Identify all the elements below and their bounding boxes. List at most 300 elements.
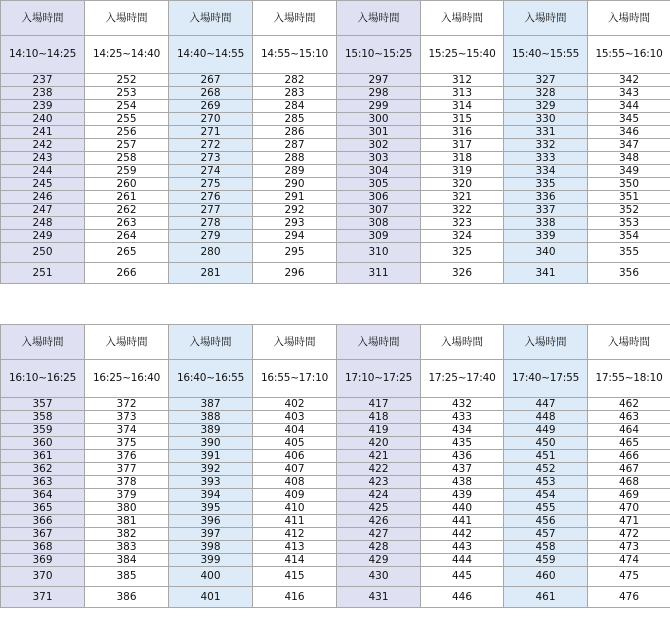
ticket-number-cell: 464 — [588, 424, 670, 437]
number-row — [1, 528, 670, 541]
ticket-number-cell: 303 — [337, 152, 421, 165]
ticket-number-cell: 346 — [588, 126, 670, 139]
ticket-number-cell: 244 — [1, 165, 85, 178]
entry-time-header: 入場時間 — [421, 325, 504, 360]
ticket-number-cell: 308 — [337, 217, 421, 230]
ticket-number-cell: 360 — [1, 437, 85, 450]
ticket-number-cell: 463 — [588, 411, 670, 424]
ticket-number-cell: 380 — [85, 502, 169, 515]
ticket-number-cell: 271 — [169, 126, 253, 139]
number-row — [1, 541, 670, 554]
ticket-number-cell: 268 — [169, 87, 253, 100]
ticket-number-cell: 290 — [253, 178, 337, 191]
ticket-number-cell: 372 — [85, 398, 169, 411]
ticket-number-cell: 352 — [588, 204, 670, 217]
ticket-number-cell: 417 — [337, 398, 421, 411]
ticket-number-cell: 424 — [337, 489, 421, 502]
ticket-number-cell: 293 — [253, 217, 337, 230]
entry-time-header: 入場時間 — [504, 1, 588, 36]
ticket-number-cell: 238 — [1, 87, 85, 100]
ticket-number-cell: 467 — [588, 463, 670, 476]
ticket-number-cell: 411 — [253, 515, 337, 528]
ticket-number-cell: 247 — [1, 204, 85, 217]
ticket-number-cell: 387 — [169, 398, 253, 411]
ticket-number-cell: 354 — [588, 230, 670, 243]
ticket-number-cell: 381 — [85, 515, 169, 528]
ticket-number-cell: 256 — [85, 126, 169, 139]
ticket-number-cell: 396 — [169, 515, 253, 528]
ticket-number-cell: 345 — [588, 113, 670, 126]
ticket-number-cell: 403 — [253, 411, 337, 424]
ticket-number-cell: 436 — [421, 450, 504, 463]
ticket-number-cell: 371 — [1, 587, 85, 608]
ticket-number-cell: 461 — [504, 587, 588, 608]
ticket-number-cell: 328 — [504, 87, 588, 100]
ticket-number-cell: 355 — [588, 243, 670, 263]
ticket-number-cell: 253 — [85, 87, 169, 100]
time-range-cell: 14:40~14:55 — [169, 36, 253, 74]
entry-time-header: 入場時間 — [1, 325, 85, 360]
ticket-number-cell: 297 — [337, 74, 421, 87]
ticket-number-cell: 348 — [588, 152, 670, 165]
number-row — [1, 100, 670, 113]
number-row — [1, 165, 670, 178]
ticket-number-cell: 388 — [169, 411, 253, 424]
ticket-number-cell: 394 — [169, 489, 253, 502]
ticket-number-cell: 326 — [421, 263, 504, 284]
ticket-number-cell: 437 — [421, 463, 504, 476]
number-row — [1, 152, 670, 165]
ticket-number-cell: 335 — [504, 178, 588, 191]
ticket-number-cell: 457 — [504, 528, 588, 541]
ticket-number-cell: 382 — [85, 528, 169, 541]
ticket-number-cell: 405 — [253, 437, 337, 450]
ticket-number-cell: 300 — [337, 113, 421, 126]
ticket-number-cell: 450 — [504, 437, 588, 450]
ticket-number-cell: 439 — [421, 489, 504, 502]
ticket-number-cell: 466 — [588, 450, 670, 463]
time-range-cell: 14:25~14:40 — [85, 36, 169, 74]
ticket-number-cell: 476 — [588, 587, 670, 608]
ticket-number-cell: 373 — [85, 411, 169, 424]
ticket-number-cell: 445 — [421, 567, 504, 587]
ticket-number-cell: 413 — [253, 541, 337, 554]
ticket-number-cell: 440 — [421, 502, 504, 515]
ticket-number-cell: 318 — [421, 152, 504, 165]
ticket-number-cell: 240 — [1, 113, 85, 126]
ticket-number-cell: 270 — [169, 113, 253, 126]
entry-time-header: 入場時間 — [85, 1, 169, 36]
ticket-number-cell: 362 — [1, 463, 85, 476]
ticket-number-cell: 400 — [169, 567, 253, 587]
ticket-number-cell: 353 — [588, 217, 670, 230]
ticket-number-cell: 281 — [169, 263, 253, 284]
ticket-number-cell: 447 — [504, 398, 588, 411]
schedule-table-1 — [0, 0, 670, 284]
ticket-number-cell: 304 — [337, 165, 421, 178]
ticket-number-cell: 374 — [85, 424, 169, 437]
ticket-number-cell: 329 — [504, 100, 588, 113]
time-range-cell: 15:55~16:10 — [588, 36, 670, 74]
ticket-number-cell: 317 — [421, 139, 504, 152]
ticket-number-cell: 365 — [1, 502, 85, 515]
number-row — [1, 437, 670, 450]
ticket-number-cell: 465 — [588, 437, 670, 450]
ticket-number-cell: 460 — [504, 567, 588, 587]
ticket-number-cell: 249 — [1, 230, 85, 243]
ticket-number-cell: 375 — [85, 437, 169, 450]
time-range-cell: 15:25~15:40 — [421, 36, 504, 74]
ticket-number-cell: 446 — [421, 587, 504, 608]
ticket-number-cell: 273 — [169, 152, 253, 165]
entry-time-header: 入場時間 — [1, 1, 85, 36]
ticket-number-cell: 361 — [1, 450, 85, 463]
ticket-number-cell: 307 — [337, 204, 421, 217]
ticket-number-cell: 438 — [421, 476, 504, 489]
time-range-cell: 16:25~16:40 — [85, 360, 169, 398]
number-row — [1, 263, 670, 284]
number-row — [1, 450, 670, 463]
ticket-number-cell: 351 — [588, 191, 670, 204]
ticket-number-cell: 401 — [169, 587, 253, 608]
ticket-number-cell: 448 — [504, 411, 588, 424]
entry-time-header: 入場時間 — [588, 1, 670, 36]
ticket-number-cell: 384 — [85, 554, 169, 567]
number-row — [1, 502, 670, 515]
entry-time-header: 入場時間 — [588, 325, 670, 360]
ticket-number-cell: 274 — [169, 165, 253, 178]
entry-time-header: 入場時間 — [85, 325, 169, 360]
ticket-number-cell: 269 — [169, 100, 253, 113]
number-row — [1, 74, 670, 87]
entry-time-header: 入場時間 — [421, 1, 504, 36]
ticket-number-cell: 264 — [85, 230, 169, 243]
ticket-number-cell: 390 — [169, 437, 253, 450]
ticket-number-cell: 259 — [85, 165, 169, 178]
ticket-number-cell: 341 — [504, 263, 588, 284]
number-row — [1, 489, 670, 502]
ticket-number-cell: 312 — [421, 74, 504, 87]
number-row — [1, 463, 670, 476]
time-range-cell: 17:40~17:55 — [504, 360, 588, 398]
ticket-number-cell: 377 — [85, 463, 169, 476]
entry-time-header: 入場時間 — [253, 1, 337, 36]
ticket-number-cell: 469 — [588, 489, 670, 502]
ticket-number-cell: 267 — [169, 74, 253, 87]
ticket-number-cell: 322 — [421, 204, 504, 217]
ticket-number-cell: 456 — [504, 515, 588, 528]
time-range-cell: 17:25~17:40 — [421, 360, 504, 398]
ticket-number-cell: 356 — [588, 263, 670, 284]
ticket-number-cell: 314 — [421, 100, 504, 113]
time-range-cell: 16:40~16:55 — [169, 360, 253, 398]
ticket-number-cell: 422 — [337, 463, 421, 476]
number-row — [1, 587, 670, 608]
ticket-number-cell: 265 — [85, 243, 169, 263]
time-range-cell: 15:40~15:55 — [504, 36, 588, 74]
ticket-number-cell: 358 — [1, 411, 85, 424]
ticket-number-cell: 379 — [85, 489, 169, 502]
time-range-row — [1, 36, 670, 74]
ticket-number-cell: 254 — [85, 100, 169, 113]
ticket-number-cell: 279 — [169, 230, 253, 243]
ticket-number-cell: 357 — [1, 398, 85, 411]
ticket-number-cell: 263 — [85, 217, 169, 230]
ticket-number-cell: 429 — [337, 554, 421, 567]
ticket-number-cell: 432 — [421, 398, 504, 411]
ticket-number-cell: 288 — [253, 152, 337, 165]
ticket-number-cell: 260 — [85, 178, 169, 191]
ticket-number-cell: 453 — [504, 476, 588, 489]
ticket-number-cell: 423 — [337, 476, 421, 489]
ticket-number-cell: 299 — [337, 100, 421, 113]
number-row — [1, 243, 670, 263]
ticket-number-cell: 294 — [253, 230, 337, 243]
ticket-number-cell: 315 — [421, 113, 504, 126]
ticket-number-cell: 245 — [1, 178, 85, 191]
time-range-cell: 14:55~15:10 — [253, 36, 337, 74]
ticket-number-cell: 252 — [85, 74, 169, 87]
ticket-number-cell: 421 — [337, 450, 421, 463]
ticket-number-cell: 395 — [169, 502, 253, 515]
ticket-number-cell: 344 — [588, 100, 670, 113]
ticket-number-cell: 391 — [169, 450, 253, 463]
ticket-number-cell: 427 — [337, 528, 421, 541]
ticket-number-cell: 471 — [588, 515, 670, 528]
ticket-number-cell: 305 — [337, 178, 421, 191]
ticket-number-cell: 284 — [253, 100, 337, 113]
ticket-number-cell: 248 — [1, 217, 85, 230]
ticket-number-cell: 475 — [588, 567, 670, 587]
ticket-number-cell: 363 — [1, 476, 85, 489]
ticket-number-cell: 393 — [169, 476, 253, 489]
ticket-number-cell: 237 — [1, 74, 85, 87]
entry-time-header: 入場時間 — [337, 1, 421, 36]
ticket-number-cell: 242 — [1, 139, 85, 152]
ticket-number-cell: 441 — [421, 515, 504, 528]
ticket-number-cell: 331 — [504, 126, 588, 139]
ticket-number-cell: 319 — [421, 165, 504, 178]
time-range-cell: 15:10~15:25 — [337, 36, 421, 74]
number-row — [1, 398, 670, 411]
ticket-number-cell: 285 — [253, 113, 337, 126]
ticket-number-cell: 337 — [504, 204, 588, 217]
ticket-number-cell: 416 — [253, 587, 337, 608]
number-row — [1, 113, 670, 126]
number-row — [1, 217, 670, 230]
ticket-number-cell: 415 — [253, 567, 337, 587]
ticket-number-cell: 289 — [253, 165, 337, 178]
ticket-number-cell: 366 — [1, 515, 85, 528]
ticket-number-cell: 343 — [588, 87, 670, 100]
ticket-number-cell: 272 — [169, 139, 253, 152]
ticket-number-cell: 325 — [421, 243, 504, 263]
ticket-number-cell: 306 — [337, 191, 421, 204]
time-range-row — [1, 360, 670, 398]
ticket-number-cell: 414 — [253, 554, 337, 567]
ticket-number-cell: 262 — [85, 204, 169, 217]
ticket-number-cell: 420 — [337, 437, 421, 450]
number-row — [1, 424, 670, 437]
ticket-number-cell: 399 — [169, 554, 253, 567]
time-range-cell: 16:10~16:25 — [1, 360, 85, 398]
ticket-number-cell: 426 — [337, 515, 421, 528]
ticket-number-cell: 239 — [1, 100, 85, 113]
ticket-number-cell: 398 — [169, 541, 253, 554]
ticket-number-cell: 286 — [253, 126, 337, 139]
number-row — [1, 191, 670, 204]
ticket-number-cell: 258 — [85, 152, 169, 165]
ticket-number-cell: 435 — [421, 437, 504, 450]
ticket-number-cell: 370 — [1, 567, 85, 587]
ticket-number-cell: 367 — [1, 528, 85, 541]
ticket-number-cell: 327 — [504, 74, 588, 87]
entry-time-header: 入場時間 — [169, 1, 253, 36]
ticket-number-cell: 333 — [504, 152, 588, 165]
ticket-number-cell: 433 — [421, 411, 504, 424]
ticket-number-cell: 442 — [421, 528, 504, 541]
ticket-number-cell: 389 — [169, 424, 253, 437]
header-row — [1, 325, 670, 360]
ticket-number-cell: 291 — [253, 191, 337, 204]
ticket-number-cell: 443 — [421, 541, 504, 554]
ticket-number-cell: 298 — [337, 87, 421, 100]
ticket-number-cell: 277 — [169, 204, 253, 217]
ticket-number-cell: 385 — [85, 567, 169, 587]
ticket-number-cell: 241 — [1, 126, 85, 139]
ticket-number-cell: 316 — [421, 126, 504, 139]
number-row — [1, 126, 670, 139]
time-range-cell: 16:55~17:10 — [253, 360, 337, 398]
number-row — [1, 411, 670, 424]
ticket-number-cell: 468 — [588, 476, 670, 489]
ticket-number-cell: 295 — [253, 243, 337, 263]
ticket-number-cell: 278 — [169, 217, 253, 230]
ticket-number-cell: 320 — [421, 178, 504, 191]
ticket-number-cell: 473 — [588, 541, 670, 554]
entry-time-header: 入場時間 — [504, 325, 588, 360]
number-row — [1, 476, 670, 489]
ticket-number-cell: 340 — [504, 243, 588, 263]
ticket-number-cell: 378 — [85, 476, 169, 489]
ticket-number-cell: 261 — [85, 191, 169, 204]
ticket-number-cell: 330 — [504, 113, 588, 126]
number-row — [1, 87, 670, 100]
ticket-number-cell: 276 — [169, 191, 253, 204]
ticket-number-cell: 359 — [1, 424, 85, 437]
ticket-number-cell: 407 — [253, 463, 337, 476]
ticket-number-cell: 425 — [337, 502, 421, 515]
ticket-number-cell: 454 — [504, 489, 588, 502]
ticket-number-cell: 404 — [253, 424, 337, 437]
number-row — [1, 230, 670, 243]
ticket-number-cell: 386 — [85, 587, 169, 608]
ticket-number-cell: 452 — [504, 463, 588, 476]
header-row — [1, 1, 670, 36]
ticket-number-cell: 462 — [588, 398, 670, 411]
ticket-number-cell: 406 — [253, 450, 337, 463]
ticket-number-cell: 419 — [337, 424, 421, 437]
ticket-number-cell: 332 — [504, 139, 588, 152]
ticket-number-cell: 283 — [253, 87, 337, 100]
number-row — [1, 178, 670, 191]
ticket-number-cell: 310 — [337, 243, 421, 263]
ticket-number-cell: 255 — [85, 113, 169, 126]
ticket-number-cell: 369 — [1, 554, 85, 567]
ticket-number-cell: 431 — [337, 587, 421, 608]
time-range-cell: 17:10~17:25 — [337, 360, 421, 398]
ticket-number-cell: 455 — [504, 502, 588, 515]
ticket-number-cell: 474 — [588, 554, 670, 567]
ticket-number-cell: 280 — [169, 243, 253, 263]
ticket-number-cell: 309 — [337, 230, 421, 243]
time-range-cell: 14:10~14:25 — [1, 36, 85, 74]
ticket-number-cell: 410 — [253, 502, 337, 515]
ticket-number-cell: 275 — [169, 178, 253, 191]
ticket-number-cell: 250 — [1, 243, 85, 263]
ticket-number-cell: 349 — [588, 165, 670, 178]
schedule-table-2 — [0, 324, 670, 608]
number-row — [1, 554, 670, 567]
ticket-number-cell: 339 — [504, 230, 588, 243]
ticket-number-cell: 287 — [253, 139, 337, 152]
ticket-number-cell: 368 — [1, 541, 85, 554]
ticket-number-cell: 412 — [253, 528, 337, 541]
ticket-number-cell: 428 — [337, 541, 421, 554]
ticket-number-cell: 383 — [85, 541, 169, 554]
entry-time-header: 入場時間 — [337, 325, 421, 360]
ticket-number-cell: 402 — [253, 398, 337, 411]
ticket-number-cell: 321 — [421, 191, 504, 204]
ticket-number-cell: 342 — [588, 74, 670, 87]
ticket-number-cell: 347 — [588, 139, 670, 152]
ticket-number-cell: 302 — [337, 139, 421, 152]
ticket-number-cell: 292 — [253, 204, 337, 217]
ticket-number-cell: 266 — [85, 263, 169, 284]
ticket-number-cell: 243 — [1, 152, 85, 165]
ticket-number-cell: 364 — [1, 489, 85, 502]
ticket-number-cell: 301 — [337, 126, 421, 139]
ticket-number-cell: 251 — [1, 263, 85, 284]
ticket-number-cell: 472 — [588, 528, 670, 541]
ticket-number-cell: 449 — [504, 424, 588, 437]
ticket-number-cell: 257 — [85, 139, 169, 152]
entry-time-header: 入場時間 — [253, 325, 337, 360]
ticket-number-cell: 408 — [253, 476, 337, 489]
ticket-number-cell: 397 — [169, 528, 253, 541]
ticket-number-cell: 470 — [588, 502, 670, 515]
ticket-number-cell: 434 — [421, 424, 504, 437]
number-row — [1, 204, 670, 217]
ticket-number-cell: 311 — [337, 263, 421, 284]
ticket-number-cell: 324 — [421, 230, 504, 243]
ticket-number-cell: 282 — [253, 74, 337, 87]
ticket-number-cell: 451 — [504, 450, 588, 463]
ticket-number-cell: 430 — [337, 567, 421, 587]
ticket-number-cell: 336 — [504, 191, 588, 204]
ticket-number-cell: 392 — [169, 463, 253, 476]
number-row — [1, 139, 670, 152]
ticket-number-cell: 458 — [504, 541, 588, 554]
entry-time-header: 入場時間 — [169, 325, 253, 360]
ticket-number-cell: 418 — [337, 411, 421, 424]
ticket-number-cell: 409 — [253, 489, 337, 502]
ticket-number-cell: 376 — [85, 450, 169, 463]
ticket-number-cell: 338 — [504, 217, 588, 230]
ticket-number-cell: 296 — [253, 263, 337, 284]
ticket-number-cell: 313 — [421, 87, 504, 100]
number-row — [1, 515, 670, 528]
